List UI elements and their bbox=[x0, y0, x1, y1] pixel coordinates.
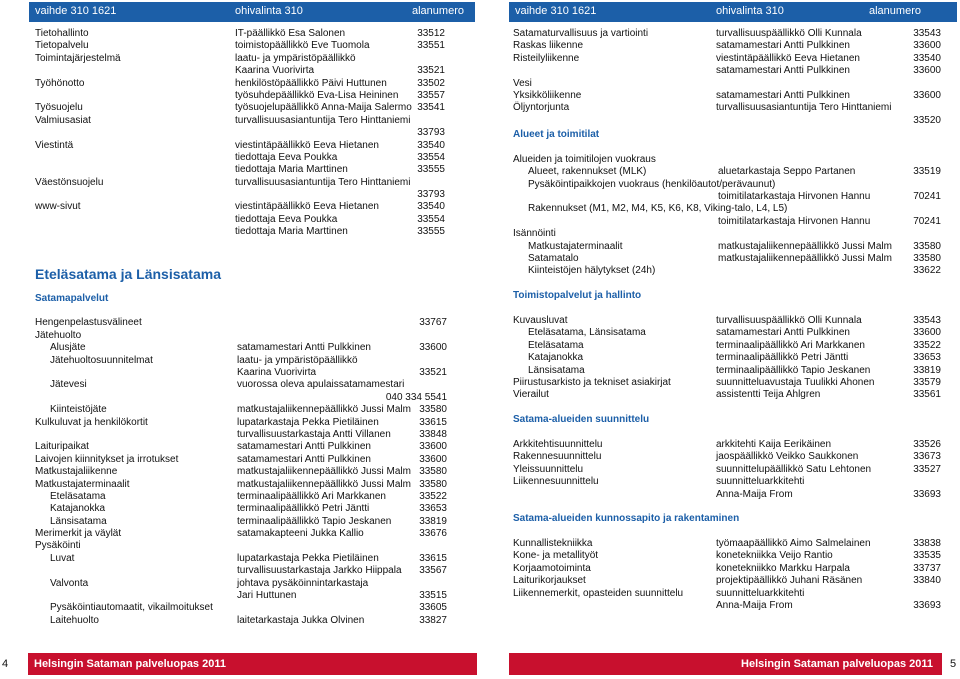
list-item bbox=[513, 600, 941, 612]
list-item-contact: laitetarkastaja Jukka Olvinen bbox=[237, 614, 365, 626]
list-item-contact: laatu- ja ympäristöpäällikkö bbox=[237, 354, 358, 366]
list-item bbox=[513, 203, 933, 215]
list-item bbox=[513, 562, 941, 575]
list-item-topic: Yksikköliikenne bbox=[513, 89, 582, 101]
list-item-extension: 33840 bbox=[913, 575, 941, 587]
list-item-extension: 33600 bbox=[913, 40, 941, 52]
list-item bbox=[35, 565, 455, 577]
list-item-contact: tiedottaja Eeva Poukka bbox=[235, 151, 338, 163]
list-item-extension: 33527 bbox=[913, 463, 941, 475]
list-item-extension: 33520 bbox=[913, 114, 941, 126]
right-list-e bbox=[513, 538, 941, 612]
list-item-contact: terminaalipäällikkö Petri Jäntti bbox=[716, 352, 849, 364]
list-item-contact: satamamestari Antti Pulkkinen bbox=[716, 89, 850, 101]
list-item-extension: 33600 bbox=[913, 65, 941, 77]
list-item bbox=[513, 52, 941, 65]
list-item-contact: matkustajaliikennepäällikkö Jussi Malm bbox=[718, 253, 892, 265]
page-number-right: 5 bbox=[950, 658, 957, 670]
list-item-extension: 33600 bbox=[419, 441, 447, 453]
list-item-topic: Länsisatama bbox=[50, 515, 107, 527]
list-item-extension: 33540 bbox=[417, 139, 445, 151]
list-item-contact: aluetarkastaja Seppo Partanen bbox=[718, 166, 856, 178]
list-item bbox=[513, 550, 941, 562]
header-extension: alanumero bbox=[869, 5, 921, 17]
list-item-topic: Eteläsatama, Länsisatama bbox=[528, 327, 646, 339]
list-item bbox=[35, 602, 455, 614]
list-item-topic: Korjaamotoiminta bbox=[513, 562, 591, 574]
list-item-contact: laatu- ja ympäristöpäällikkö bbox=[235, 52, 356, 64]
section-heading-toimistopalvelut: Toimistopalvelut ja hallinto bbox=[513, 290, 642, 302]
list-item bbox=[35, 516, 455, 528]
list-item-extension: 33555 bbox=[417, 164, 445, 176]
list-item-contact: toimitilatarkastaja Hirvonen Hannu bbox=[718, 191, 871, 203]
list-item bbox=[513, 40, 941, 52]
list-item bbox=[35, 454, 455, 466]
list-item-extension: 33737 bbox=[913, 562, 941, 574]
list-item-contact: toimitilatarkastaja Hirvonen Hannu bbox=[718, 215, 871, 227]
list-item bbox=[35, 540, 455, 552]
list-item-extension: 33580 bbox=[419, 404, 447, 416]
list-item-topic: Arkkitehtisuunnittelu bbox=[513, 438, 603, 450]
list-item bbox=[35, 65, 455, 77]
list-item bbox=[513, 488, 941, 501]
list-item-contact: työmaapäällikkö Aimo Salmelainen bbox=[716, 538, 871, 550]
list-item-topic: Laivojen kiinnitykset ja irrotukset bbox=[35, 453, 179, 465]
list-item-extension: 33848 bbox=[419, 428, 447, 440]
list-item-topic: Matkustajaterminaalit bbox=[528, 240, 623, 252]
list-item-topic: Yleissuunnittelu bbox=[513, 463, 584, 475]
list-item-topic: Katajanokka bbox=[528, 352, 584, 364]
list-item-extension: 33605 bbox=[419, 602, 447, 614]
list-item-contact: suunnittelupäällikkö Satu Lehtonen bbox=[716, 463, 872, 475]
list-item-topic: Kiinteistöjäte bbox=[50, 404, 107, 416]
list-item bbox=[513, 476, 933, 488]
list-item-topic: Kunnallistekniikka bbox=[513, 538, 593, 550]
list-item-extension: 33676 bbox=[419, 528, 447, 540]
header-switchboard: vaihde 310 1621 bbox=[515, 5, 597, 17]
list-item-topic: Laiturikorjaukset bbox=[513, 575, 586, 587]
list-item-contact: suunnitteluarkkitehti bbox=[716, 476, 805, 488]
list-item-contact: jaospäällikkö Veikko Saukkonen bbox=[716, 451, 859, 463]
list-item-extension: 33557 bbox=[417, 89, 445, 101]
list-item-extension: 040 334 5541 bbox=[385, 391, 447, 403]
list-item bbox=[513, 179, 933, 191]
list-item-contact: työsuhdepäällikkö Eva-Lisa Heininen bbox=[235, 89, 399, 101]
list-item-extension: 33653 bbox=[913, 352, 941, 364]
list-item-extension: 33540 bbox=[913, 52, 941, 64]
list-item bbox=[35, 226, 455, 238]
list-item-contact: Anna-Maija From bbox=[716, 600, 793, 612]
list-item-topic: Satamatalo bbox=[528, 253, 579, 265]
list-item-topic: Väestönsuojelu bbox=[35, 176, 104, 188]
list-item-contact: Anna-Maija From bbox=[716, 488, 793, 500]
list-item-extension: 33512 bbox=[417, 28, 445, 39]
list-item-extension: 33767 bbox=[419, 317, 447, 329]
list-item-extension: 33819 bbox=[913, 364, 941, 376]
list-item-extension: 33543 bbox=[913, 315, 941, 327]
list-item-topic: Luvat bbox=[50, 552, 75, 564]
list-item-extension: 33521 bbox=[417, 65, 445, 77]
list-item bbox=[35, 330, 455, 342]
list-item-contact: satamamestari Antti Pulkkinen bbox=[716, 327, 850, 339]
list-item-extension: 33693 bbox=[913, 488, 941, 500]
list-item-contact: satamamestari Antti Pulkkinen bbox=[237, 342, 371, 354]
list-item bbox=[35, 78, 455, 90]
list-item-topic: Pysäköinti bbox=[35, 540, 81, 552]
list-item-contact: lupatarkastaja Pekka Pietiläinen bbox=[237, 416, 379, 428]
header-direct-dial: ohivalinta 310 bbox=[235, 5, 303, 17]
list-item bbox=[35, 590, 455, 602]
list-item-extension: 33673 bbox=[913, 451, 941, 463]
list-item bbox=[513, 28, 941, 40]
list-item-extension: 33515 bbox=[419, 590, 447, 602]
list-item bbox=[35, 578, 455, 590]
header-switchboard: vaihde 310 1621 bbox=[35, 5, 117, 17]
list-item bbox=[513, 588, 933, 600]
list-item-topic: Satamaturvallisuus ja vartiointi bbox=[513, 28, 649, 39]
list-item-extension: 33540 bbox=[417, 201, 445, 213]
list-item-contact: turvallisuusasiantuntija Tero Hinttaniemi bbox=[235, 114, 411, 126]
list-item-extension: 33554 bbox=[417, 151, 445, 163]
list-item-contact: toimistopäällikkö Eve Tuomola bbox=[235, 40, 370, 52]
list-item-extension: 33600 bbox=[913, 327, 941, 339]
list-item-topic: Liikennemerkit, opasteiden suunnittelu bbox=[513, 587, 684, 599]
list-item bbox=[35, 417, 455, 429]
list-item bbox=[35, 53, 455, 65]
footer-title: Helsingin Sataman palveluopas 2011 bbox=[34, 658, 226, 670]
list-item bbox=[513, 538, 941, 550]
list-item bbox=[35, 615, 455, 627]
list-item-extension: 33819 bbox=[419, 515, 447, 527]
list-item-topic: Jätevesi bbox=[50, 379, 87, 391]
list-item-contact: Jari Huttunen bbox=[237, 590, 297, 602]
list-item-topic: Rakennukset (M1, M2, M4, K5, K6, K8, Viking-talo, L4, L5) bbox=[528, 203, 788, 215]
list-item-contact: turvallisuusasiantuntija Tero Hinttaniemi bbox=[235, 176, 411, 188]
list-item-contact: IT-päällikkö Esa Salonen bbox=[235, 28, 346, 39]
list-item-topic: Alusjäte bbox=[50, 342, 86, 354]
section-heading-etelasatama: Eteläsatama ja Länsisatama bbox=[35, 265, 221, 282]
list-item-topic: Työhönotto bbox=[35, 77, 85, 89]
list-item-contact: satamamestari Antti Pulkkinen bbox=[716, 65, 850, 77]
list-item-contact: tiedottaja Eeva Poukka bbox=[235, 213, 338, 225]
list-item-extension: 33615 bbox=[419, 416, 447, 428]
list-item bbox=[513, 166, 941, 178]
list-item-extension: 33519 bbox=[913, 166, 941, 178]
right-list-b bbox=[513, 166, 941, 278]
list-item-contact: arkkitehti Kaija Eerikäinen bbox=[716, 438, 832, 450]
list-item-contact: matkustajaliikennepäällikkö Jussi Malm bbox=[237, 404, 411, 416]
list-item bbox=[35, 367, 455, 379]
list-item-topic: Valmiusasiat bbox=[35, 114, 91, 126]
list-item bbox=[513, 191, 941, 203]
header-direct-dial: ohivalinta 310 bbox=[716, 5, 784, 17]
right-column bbox=[513, 28, 941, 612]
list-item bbox=[513, 265, 941, 277]
list-item-topic: Isännöinti bbox=[513, 228, 556, 240]
list-item-topic: Kiinteistöjen hälytykset (24h) bbox=[528, 265, 656, 277]
list-item-topic: Tietohallinto bbox=[35, 28, 89, 39]
list-item-contact: Kaarina Vuorivirta bbox=[237, 367, 317, 378]
list-item-topic: Katajanokka bbox=[50, 503, 106, 515]
list-item-extension: 33580 bbox=[419, 478, 447, 490]
list-item bbox=[513, 376, 941, 389]
list-item-extension: 33526 bbox=[913, 438, 941, 450]
list-item bbox=[35, 429, 455, 441]
list-item bbox=[35, 317, 455, 329]
list-item bbox=[35, 479, 455, 491]
list-item bbox=[35, 491, 455, 503]
list-item-contact: tiedottaja Maria Marttinen bbox=[235, 164, 348, 176]
list-item-topic: Eteläsatama bbox=[50, 490, 106, 502]
list-item-contact: turvallisuustarkastaja Jarkko Hiippala bbox=[237, 565, 402, 577]
list-item bbox=[35, 189, 455, 201]
list-item-contact: viestintäpäällikkö Eeva Hietanen bbox=[235, 139, 379, 151]
list-item-contact: Kaarina Vuorivirta bbox=[235, 65, 315, 77]
list-item-extension: 33827 bbox=[419, 614, 447, 626]
list-item-extension: 70241 bbox=[913, 215, 941, 227]
list-item bbox=[513, 78, 933, 90]
list-item bbox=[35, 28, 455, 40]
list-item-extension: 33551 bbox=[417, 40, 445, 52]
list-item bbox=[513, 352, 941, 364]
list-item bbox=[35, 404, 455, 416]
list-item-extension: 33793 bbox=[417, 189, 445, 201]
right-list-a bbox=[513, 28, 941, 127]
list-item-contact: terminaalipäällikkö Ari Markkanen bbox=[237, 490, 386, 502]
list-item bbox=[35, 466, 455, 478]
list-item-contact: lupatarkastaja Pekka Pietiläinen bbox=[237, 552, 379, 564]
list-item bbox=[35, 201, 455, 213]
list-item-extension: 33838 bbox=[913, 538, 941, 550]
list-item bbox=[513, 315, 941, 327]
list-item-topic: Vierailut bbox=[513, 389, 549, 401]
list-item-contact: työsuojelupäällikkö Anna-Maija Salermo bbox=[235, 102, 412, 114]
section-heading-kunnossapito: Satama-alueiden kunnossapito ja rakentaminen bbox=[513, 513, 740, 525]
list-item-topic: www-sivut bbox=[35, 201, 81, 213]
list-item bbox=[35, 214, 455, 226]
left-column bbox=[35, 28, 455, 627]
list-item-topic: Alueet, rakennukset (MLK) bbox=[528, 166, 647, 178]
list-item-extension: 33615 bbox=[419, 552, 447, 564]
right-list-c bbox=[513, 315, 941, 402]
list-item-contact: projektipäällikkö Juhani Räsänen bbox=[716, 575, 863, 587]
list-item-extension: 33600 bbox=[913, 89, 941, 101]
list-item-contact: terminaalipäällikkö Tapio Jeskanen bbox=[716, 364, 871, 376]
list-item-topic: Matkustajaliikenne bbox=[35, 466, 118, 478]
list-item bbox=[513, 215, 941, 228]
list-item-topic: Valvonta bbox=[50, 577, 89, 589]
list-item-contact: turvallisuustarkastaja Antti Villanen bbox=[237, 428, 391, 440]
list-item bbox=[35, 152, 455, 164]
list-item bbox=[35, 40, 455, 52]
list-item-extension: 33502 bbox=[417, 77, 445, 89]
list-item-topic: Merimerkit ja väylät bbox=[35, 528, 122, 540]
list-item bbox=[513, 114, 941, 127]
list-item-contact: satamamestari Antti Pulkkinen bbox=[716, 40, 850, 52]
list-item bbox=[513, 240, 941, 253]
list-item-extension: 33580 bbox=[913, 253, 941, 265]
list-item-contact: matkustajaliikennepäällikkö Jussi Malm bbox=[237, 478, 411, 490]
list-item-extension: 33600 bbox=[419, 342, 447, 354]
list-item-extension: 33541 bbox=[417, 102, 445, 114]
list-item bbox=[35, 177, 455, 189]
list-item-topic: Vesi bbox=[513, 77, 532, 89]
list-item bbox=[35, 379, 455, 391]
list-item-contact: vuorossa oleva apulaissatamamestari bbox=[237, 379, 405, 391]
list-item-extension: 33693 bbox=[913, 600, 941, 612]
list-item bbox=[35, 553, 455, 565]
list-item-topic: Kuvausluvat bbox=[513, 315, 568, 327]
list-item bbox=[513, 438, 941, 451]
list-item-contact: viestintäpäällikkö Eeva Hietanen bbox=[716, 52, 860, 64]
list-item bbox=[513, 154, 933, 166]
list-item bbox=[513, 102, 933, 114]
list-item-extension: 33567 bbox=[419, 565, 447, 577]
left-footer-bar bbox=[28, 653, 477, 675]
list-item-topic: Kone- ja metallityöt bbox=[513, 550, 599, 562]
header-extension: alanumero bbox=[412, 5, 464, 17]
list-item-contact: terminaalipäällikkö Ari Markkanen bbox=[716, 339, 865, 351]
right-list-d bbox=[513, 438, 941, 501]
list-item-extension: 33561 bbox=[913, 389, 941, 401]
list-item-topic: Toimintajärjestelmä bbox=[35, 52, 121, 64]
list-item-contact: turvallisuuspäällikkö Olli Kunnala bbox=[716, 28, 862, 39]
list-item bbox=[513, 463, 941, 476]
list-item-label: Alueiden ja toimitilojen vuokraus bbox=[513, 153, 656, 165]
list-item bbox=[35, 90, 455, 102]
list-item bbox=[513, 364, 941, 377]
list-item-extension: 33622 bbox=[913, 265, 941, 277]
list-item bbox=[35, 342, 455, 354]
right-header-bar bbox=[509, 2, 957, 22]
list-item bbox=[35, 355, 455, 367]
list-item-topic: Raskas liikenne bbox=[513, 40, 584, 52]
page-number-left: 4 bbox=[2, 658, 9, 670]
list-item bbox=[35, 127, 455, 139]
list-item-topic: Risteilyliikenne bbox=[513, 52, 580, 64]
list-item-topic: Öljyntorjunta bbox=[513, 102, 570, 114]
list-item bbox=[35, 392, 455, 404]
left-bottom-list bbox=[35, 317, 455, 627]
list-item-contact: assistentti Teija Ahlgren bbox=[716, 389, 821, 401]
list-item bbox=[513, 575, 941, 587]
list-item-contact: viestintäpäällikkö Eeva Hietanen bbox=[235, 201, 379, 213]
list-item-topic: Eteläsatama bbox=[528, 339, 584, 351]
list-item-extension: 33522 bbox=[419, 490, 447, 502]
list-item bbox=[513, 253, 941, 265]
list-item bbox=[513, 339, 941, 352]
list-item-topic: Jätehuoltosuunnitelmat bbox=[50, 354, 153, 366]
list-item-topic: Piirustusarkisto ja tekniset asiakirjat bbox=[513, 376, 671, 388]
list-item-contact: matkustajaliikennepäällikkö Jussi Malm bbox=[718, 240, 892, 252]
list-item bbox=[35, 102, 455, 114]
list-item-topic: Tietopalvelu bbox=[35, 40, 89, 52]
list-item-contact: satamakapteeni Jukka Kallio bbox=[237, 528, 364, 540]
list-item-extension: 33522 bbox=[913, 339, 941, 351]
list-item-contact: johtava pysäköinnintarkastaja bbox=[237, 577, 369, 589]
list-item-extension: 70241 bbox=[913, 191, 941, 203]
section-heading-satamapalvelut: Satamapalvelut bbox=[35, 292, 109, 304]
list-item-contact: turvallisuuspäällikkö Olli Kunnala bbox=[716, 315, 862, 327]
list-item bbox=[513, 451, 941, 463]
list-item-topic: Rakennesuunnittelu bbox=[513, 451, 602, 463]
list-item bbox=[513, 65, 941, 77]
list-item-contact: turvallisuusasiantuntija Tero Hinttaniemi bbox=[716, 102, 892, 114]
list-item-topic: Jätehuolto bbox=[35, 329, 82, 341]
list-item bbox=[513, 327, 941, 339]
list-item-topic: Pysäköintiautomaatit, vikailmoitukset bbox=[50, 602, 213, 614]
list-item-extension: 33580 bbox=[913, 240, 941, 252]
list-item-topic: Liikennesuunnittelu bbox=[513, 476, 599, 488]
list-item-extension: 33653 bbox=[419, 503, 447, 515]
list-item-topic: Länsisatama bbox=[528, 364, 585, 376]
list-item bbox=[513, 228, 933, 240]
list-item-topic: Kulkuluvat ja henkilökortit bbox=[35, 416, 148, 428]
list-item-extension: 33543 bbox=[913, 28, 941, 39]
list-item-topic: Matkustajaterminaalit bbox=[35, 478, 130, 490]
list-item bbox=[35, 115, 455, 127]
list-item bbox=[35, 441, 455, 453]
list-item bbox=[35, 164, 455, 176]
list-item-contact: konetekniikko Markku Harpala bbox=[716, 562, 850, 574]
right-footer-bar bbox=[509, 653, 942, 675]
list-item bbox=[35, 140, 455, 152]
list-item-contact: satamamestari Antti Pulkkinen bbox=[237, 453, 371, 465]
list-item-contact: suunnitteluavustaja Tuulikki Ahonen bbox=[716, 376, 875, 388]
list-item-contact: matkustajaliikennepäällikkö Jussi Malm bbox=[237, 466, 411, 478]
left-top-list bbox=[35, 28, 455, 239]
list-item-topic: Pysäköintipaikkojen vuokraus (henkilöautot/perävaunut) bbox=[528, 178, 776, 190]
list-item-contact: konetekniikka Veijo Rantio bbox=[716, 550, 833, 562]
list-item-extension: 33555 bbox=[417, 226, 445, 238]
list-item-topic: Laitehuolto bbox=[50, 614, 99, 626]
list-item bbox=[35, 528, 455, 540]
list-item-extension: 33579 bbox=[913, 376, 941, 388]
footer-title: Helsingin Sataman palveluopas 2011 bbox=[741, 658, 933, 670]
list-item-contact: suunnitteluarkkitehti bbox=[716, 587, 805, 599]
list-item-topic: Viestintä bbox=[35, 139, 74, 151]
list-item-topic: Työsuojelu bbox=[35, 102, 83, 114]
list-item-contact: terminaalipäällikkö Tapio Jeskanen bbox=[237, 515, 392, 527]
list-item-contact: satamamestari Antti Pulkkinen bbox=[237, 441, 371, 453]
list-item bbox=[35, 503, 455, 515]
section-heading-suunnittelu: Satama-alueiden suunnittelu bbox=[513, 414, 650, 426]
list-item-extension: 33793 bbox=[417, 127, 445, 139]
left-header-bar bbox=[29, 2, 475, 22]
list-item-topic: Laituripaikat bbox=[35, 441, 89, 453]
list-item-extension: 33521 bbox=[419, 367, 447, 378]
list-item-topic: Hengenpelastusvälineet bbox=[35, 317, 142, 329]
list-item-contact: tiedottaja Maria Marttinen bbox=[235, 226, 348, 238]
list-item-extension: 33600 bbox=[419, 453, 447, 465]
list-item-extension: 33535 bbox=[913, 550, 941, 562]
list-item-extension: 33554 bbox=[417, 213, 445, 225]
list-item bbox=[513, 389, 941, 401]
list-item bbox=[513, 89, 941, 102]
section-heading-alueet: Alueet ja toimitilat bbox=[513, 129, 600, 141]
list-item-contact: henkilöstöpäällikkö Päivi Huttunen bbox=[235, 77, 387, 89]
list-item-contact: terminaalipäällikkö Petri Jäntti bbox=[237, 503, 370, 515]
list-item-extension: 33580 bbox=[419, 466, 447, 478]
